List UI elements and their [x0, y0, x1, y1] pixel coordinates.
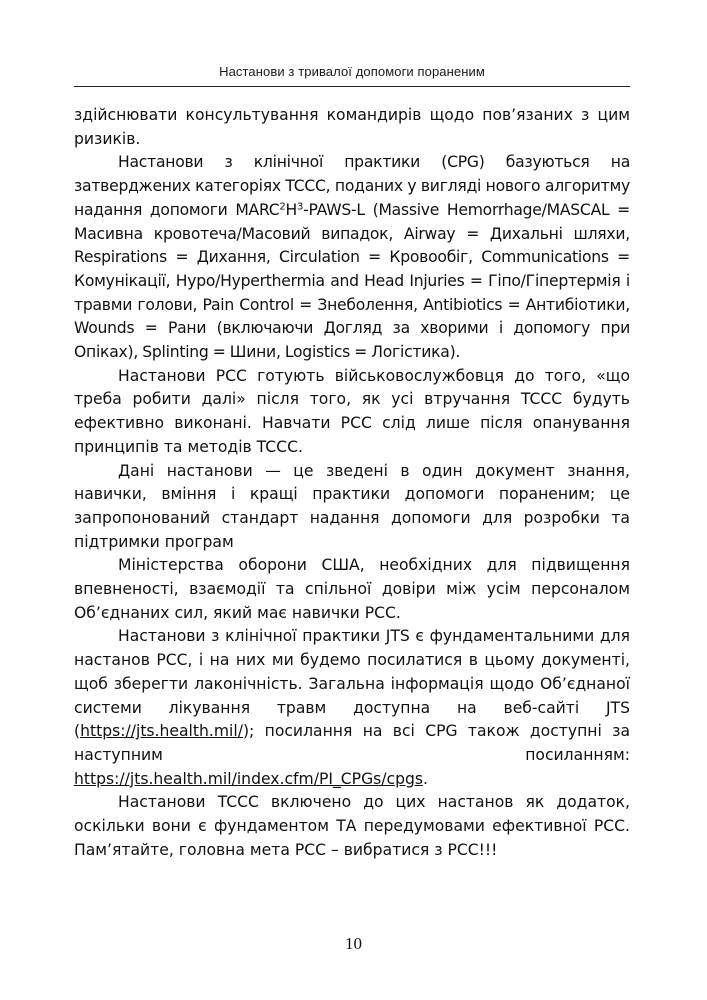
paragraph-text: H: [285, 200, 298, 219]
paragraph-continuation: здійснювати консультування командирів щодо пов’язаних з цим ризиків.: [74, 106, 630, 148]
superscript: 2: [279, 201, 286, 213]
paragraph-text: Настанови з клінічної практики JTS є фундаментальними для настанов PCC, і на них ми будемо посилатися в цьому документі, щоб зберегти лаконічність. Загальна інформація щодо Об’єднаної системи лікування травм доступна на веб-сайті JTS (: [74, 627, 630, 741]
body-text: [74, 104, 630, 863]
header-divider: [74, 86, 630, 87]
paragraph-pcc-prepare: Настанови PCC готують військовослужбовця до того, «що треба робити далі» після того, як усі втручання TCCC будуть ефективно виконані. Навчати PCC слід лише після опанування принципів та методів TCCC.: [74, 366, 630, 456]
running-header: Настанови з тривалої допомоги пораненим: [219, 64, 485, 79]
paragraph-cpg-algorithm: [74, 151, 630, 364]
page-number: 10: [345, 934, 362, 953]
paragraph-text: .: [423, 769, 428, 788]
paragraph-text: -PAWS-L (Massive Hemorrhage/MASCAL = Масивна кровотеча/Масовий випадок, Airway = Дихальні шляхи, Respirations = Дихання, Circulation = Кровообіг, Communications = Комунікації, Hypo/Hyperthermia and Head Injuries = Гіпо/Гіпертермія і травми голови, Pain Control = Знеболення, Antibiotics = Антибіотики, Wounds = Рани (включаючи Догляд за хворими і допомогу при Опіках), Splinting = Шини, Logistics = Логістика).: [74, 200, 631, 362]
cpg-list-link[interactable]: https://jts.health.mil/index.cfm/PI_CPGs/cpgs: [74, 769, 424, 788]
paragraph-text: ); посилання на всі CPG також доступні за наступним посиланням:: [74, 722, 630, 764]
jts-website-link[interactable]: https://jts.health.mil/: [80, 722, 243, 741]
paragraph-dod: Міністерства оборони США, необхідних для підвищення впевненості, взаємодії та спільної довіри між усім персоналом Об’єднаних сил, який має навички PCC.: [74, 556, 630, 622]
superscript: 3: [297, 201, 304, 213]
paragraph-tccc-appendix: Настанови TCCC включено до цих настанов як додаток, оскільки вони є фундаментом ТА передумовами ефективної PCC. Пам’ятайте, головна мета PCC – вибратися з PCC!!!: [74, 793, 630, 859]
paragraph-guidelines-summary: Дані настанови — це зведені в один документ знання, навички, вміння і кращі практики допомоги пораненим; це запропонований стандарт надання допомоги для розробки та підтримки програм: [74, 461, 630, 551]
paragraph-text: Настанови з клінічної практики (CPG) базуються на затверджених категоріях TCCC, поданих у вигляді нового алгоритму надання допомоги MARC: [74, 153, 630, 219]
paragraph-jts: [74, 625, 630, 791]
